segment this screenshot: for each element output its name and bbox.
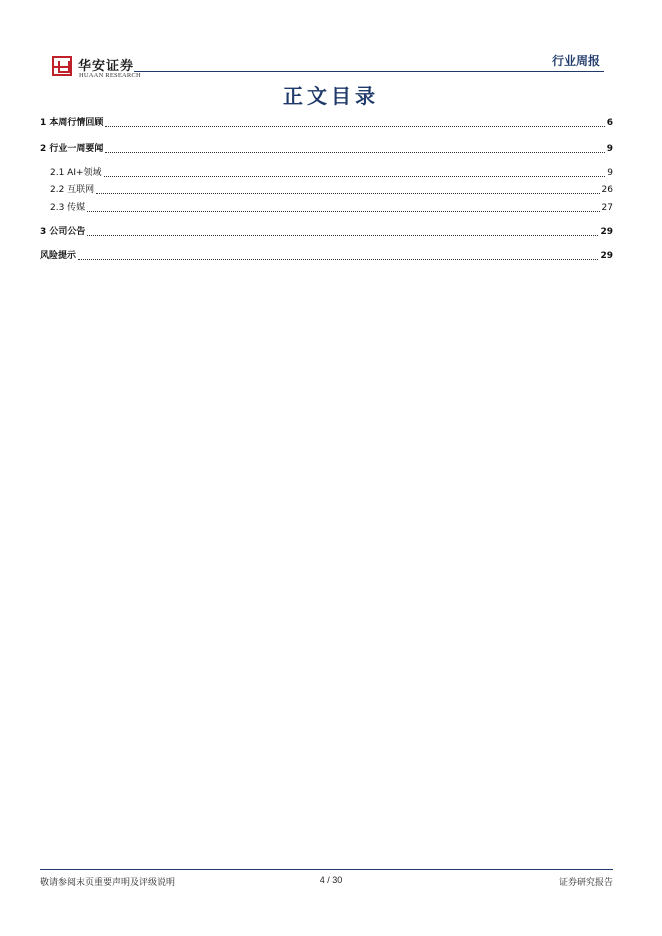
toc-entry[interactable] bbox=[40, 203, 613, 214]
footer-disclaimer: 敬请参阅末页重要声明及评级说明 bbox=[40, 878, 176, 888]
toc-entry[interactable] bbox=[40, 185, 613, 196]
toc-leader-dots bbox=[105, 152, 604, 153]
toc-entry-page: 26 bbox=[601, 185, 613, 195]
header-divider bbox=[134, 71, 604, 72]
toc-entry-label: 2.1 AI+领域 bbox=[50, 168, 102, 178]
toc-leader-dots bbox=[87, 211, 599, 212]
toc-title: 正文目录 bbox=[283, 84, 379, 108]
toc-entry-page: 29 bbox=[600, 251, 613, 261]
report-type-label: 行业周报 bbox=[551, 54, 600, 68]
toc-entry-label: 1 本周行情回顾 bbox=[40, 118, 104, 128]
toc-leader-dots bbox=[87, 235, 598, 236]
logo-text-cn: 华安证券 bbox=[78, 59, 135, 74]
toc-entry-page: 29 bbox=[600, 227, 613, 237]
huaan-logo-icon bbox=[52, 56, 72, 76]
toc-entry[interactable] bbox=[40, 168, 613, 179]
toc-entry-label: 2.2 互联网 bbox=[50, 185, 95, 195]
logo-text-en: HUAAN RESEARCH bbox=[79, 72, 141, 79]
page-number: 4 / 30 bbox=[319, 875, 343, 885]
toc-entry[interactable] bbox=[40, 118, 613, 129]
toc-entry[interactable] bbox=[40, 251, 613, 262]
toc-leader-dots bbox=[105, 126, 604, 127]
toc-leader-dots bbox=[104, 176, 606, 177]
toc-entry-page: 9 bbox=[606, 144, 613, 154]
toc-entry-page: 6 bbox=[606, 118, 613, 128]
toc-entry-page: 27 bbox=[601, 203, 613, 213]
toc-entry[interactable] bbox=[40, 144, 613, 155]
toc-entry-label: 2 行业一周要闻 bbox=[40, 144, 104, 154]
toc-entry-page: 9 bbox=[607, 168, 613, 178]
toc-entry-label: 风险提示 bbox=[40, 251, 77, 261]
toc-entry-label: 2.3 传媒 bbox=[50, 203, 86, 213]
toc-entry[interactable] bbox=[40, 227, 613, 238]
toc-leader-dots bbox=[96, 193, 599, 194]
footer-category: 证券研究报告 bbox=[558, 878, 613, 888]
toc-leader-dots bbox=[78, 259, 598, 260]
page-header bbox=[0, 0, 662, 90]
toc-entry-label: 3 公司公告 bbox=[40, 227, 86, 237]
footer-divider bbox=[40, 869, 613, 870]
